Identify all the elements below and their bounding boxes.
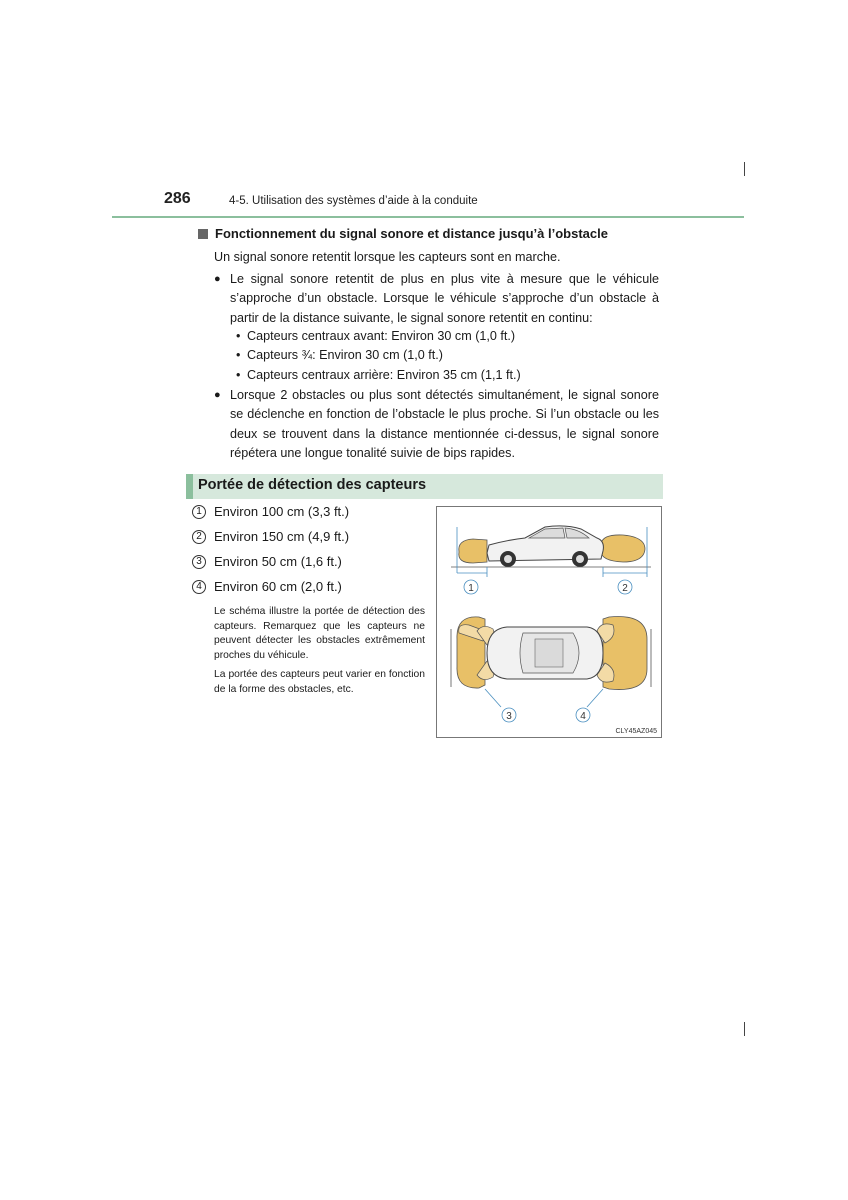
sub-item <box>236 366 521 385</box>
bullet-dot-icon: ● <box>214 273 221 285</box>
number-circle-icon: 3 <box>192 555 206 569</box>
sub-item-text: Capteurs centraux arrière: Environ 35 cm (1,1 ft.) <box>247 368 521 382</box>
section-heading <box>198 226 608 241</box>
range-text: Environ 60 cm (2,0 ft.) <box>214 579 342 594</box>
header-rule <box>112 216 744 218</box>
sub-item <box>236 346 443 365</box>
figure-note: La portée des capteurs peut varier en fonction de la forme des obstacles, etc. <box>214 669 425 695</box>
page-number: 286 <box>164 190 191 207</box>
figure-label: 4 <box>580 711 586 722</box>
small-dot-icon: • <box>236 368 241 382</box>
range-item <box>192 554 342 569</box>
sensor-range-figure <box>436 506 662 738</box>
figure-label: 1 <box>468 583 474 594</box>
crop-mark-top <box>744 162 745 176</box>
figure-label: 3 <box>506 711 512 722</box>
crop-mark-bottom <box>744 1022 745 1036</box>
number-circle-icon: 2 <box>192 530 206 544</box>
bullet-text: Le signal sonore retentit de plus en plus vite à mesure que le véhicule s’approche d’un obstacle. Lorsque le véhicule s’approche d’un obstacle à partir de la distance suivante, le signal sonore retentit en continu: <box>230 272 659 325</box>
running-head: 4-5. Utilisation des systèmes d’aide à la conduite <box>229 195 478 207</box>
square-bullet-icon <box>198 229 208 239</box>
range-text: Environ 50 cm (1,6 ft.) <box>214 554 342 569</box>
small-dot-icon: • <box>236 329 241 343</box>
small-dot-icon: • <box>236 348 241 362</box>
range-text: Environ 150 cm (4,9 ft.) <box>214 529 350 544</box>
bullet-text: Lorsque 2 obstacles ou plus sont détectés simultanément, le signal sonore se déclenche en fonction de l’obstacle le plus proche. Si l’un obstacle ou les deux se trouvent dans la distance mentionnée ci-dessus, le signal sonore répétera une longue tonalité suivie de bips rapides. <box>230 388 659 461</box>
figure-code: CLY45AZ045 <box>615 728 657 735</box>
front-zone-side <box>459 539 487 563</box>
sub-item-text: Capteurs centraux avant: Environ 30 cm (1,0 ft.) <box>247 329 516 343</box>
number-circle-icon: 1 <box>192 505 206 519</box>
sensor-diagram <box>437 507 661 737</box>
figure-note: Le schéma illustre la portée de détection des capteurs. Remarquez que les capteurs ne peuvent détecter les obstacles extrêmement proches du véhicule. <box>214 606 425 661</box>
range-item <box>192 504 349 519</box>
bullet-item <box>214 270 659 328</box>
detection-title: Portée de détection des capteurs <box>198 477 427 493</box>
bullet-item <box>214 386 659 464</box>
figure-label: 2 <box>622 583 628 594</box>
number-circle-icon: 4 <box>192 580 206 594</box>
range-item <box>192 579 342 594</box>
sub-item <box>236 327 515 346</box>
range-item <box>192 529 349 544</box>
section-title: Fonctionnement du signal sonore et distance jusqu’à l’obstacle <box>215 226 608 241</box>
intro-text: Un signal sonore retentit lorsque les capteurs sont en marche. <box>214 250 561 264</box>
bullet-dot-icon: ● <box>214 389 221 401</box>
sub-item-text: Capteurs ¾: Environ 30 cm (1,0 ft.) <box>247 348 443 362</box>
range-text: Environ 100 cm (3,3 ft.) <box>214 504 350 519</box>
heading-accent-bar <box>186 474 193 499</box>
rear-zone-side <box>601 535 645 562</box>
